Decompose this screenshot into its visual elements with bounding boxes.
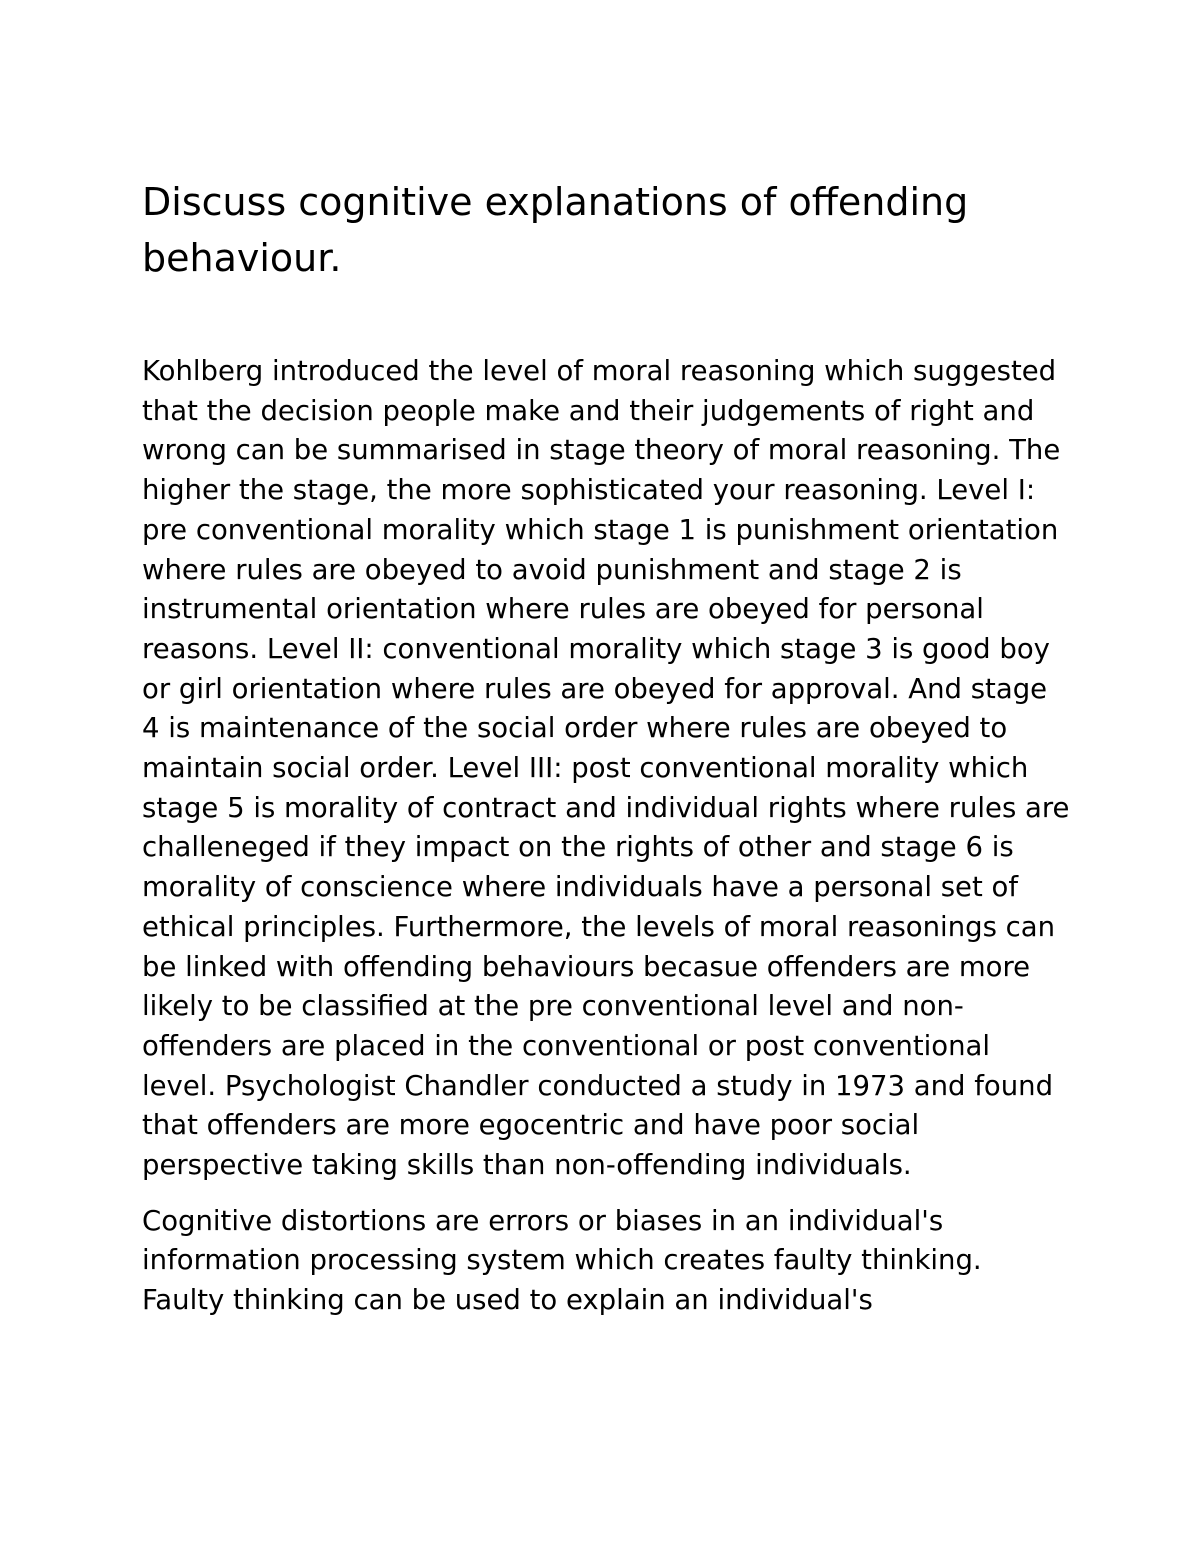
document-content [142, 174, 1072, 1321]
paragraph-cognitive-distortions: Cognitive distortions are errors or biases in an individual's information processing system which creates faulty thinking. Faulty thinking can be used to explain an individual's [142, 1204, 982, 1317]
paragraph-moral-reasoning: Kohlberg introduced the level of moral reasoning which suggested that the decision people make and their judgements of right and wrong can be summarised in stage theory of moral reasoning. The higher the stage, the more sophisticated your reasoning. Level I: pre conventional morality which stage 1 is punishment orientation where rules are obeyed to avoid punishment and stage 2 is instrumental orientation where rules are obeyed for personal reasons. Level II: conventional morality which stage 3 is good boy or girl orientation where rules are obeyed for approval. And stage 4 is maintenance of the social order where rules are obeyed to maintain social order. Level III: post conventional morality which stage 5 is morality of contract and individual rights where rules are challeneged if they impact on the rights of other and stage 6 is morality of conscience where individuals have a personal set of ethical principles. Furthermore, the levels of moral reasonings can be linked with offending behaviours becasue offenders are more likely to be classified at the pre conventional level and non-offenders are placed in the conventional or post conventional level. Psychologist Chandler conducted a study in 1973 and found that offenders are more egocentric and have poor social perspective taking skills than non-offending individuals. [142, 355, 1070, 1182]
document-title: Discuss cognitive explanations of offending behaviour. [142, 180, 969, 280]
